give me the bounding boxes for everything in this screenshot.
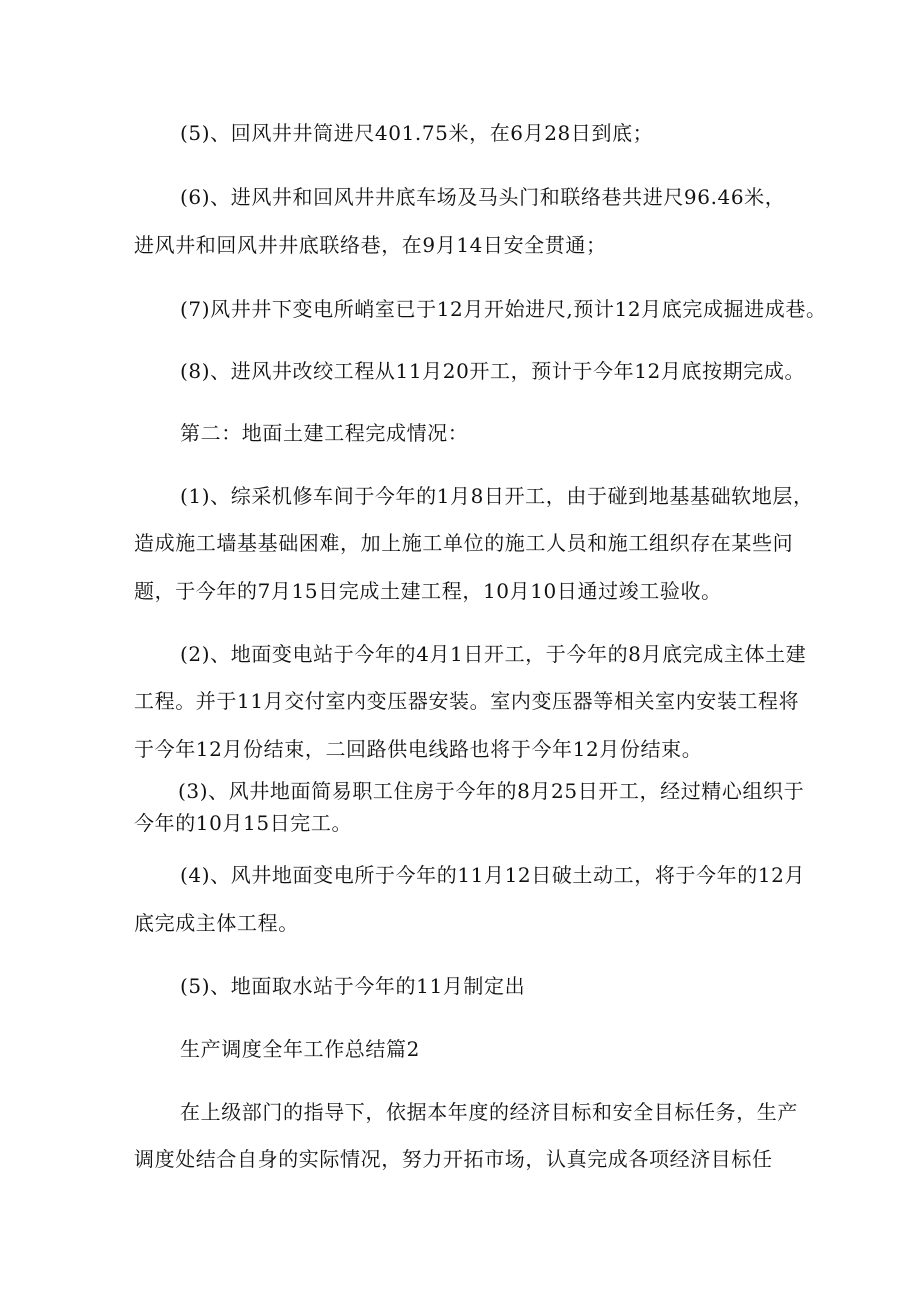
text-line: 于今年12月份结束，二回路供电线路也将于今年12月份结束。 [134,737,703,761]
text-line: (4)、风井地面变电所于今年的11月12日破土动工，将于今年的12月 [180,863,806,887]
text-line: 今年的10月15日完工。 [134,811,353,835]
section-heading: 第二：地面土建工程完成情况： [180,421,469,445]
text-line: 底完成主体工程。 [134,911,299,935]
text-line: (8)、进风井改绞工程从11月20开工，预计于今年12月底按期完成。 [180,359,806,383]
text-line: 调度处结合自身的实际情况，努力开拓市场，认真完成各项经济目标任 [134,1147,773,1171]
text-line: 工程。并于11月交付室内变压器安装。室内变压器等相关室内安装工程将 [134,689,800,713]
text-line: (3)、风井地面简易职工住房于今年的8月25日开工，经过精心组织于 [178,779,805,803]
text-line: (5)、地面取水站于今年的11月制定出 [180,974,526,998]
text-line: (6)、进风井和回风井井底车场及马头门和联络巷共进尺96.46米， [180,185,786,209]
text-line: 造成施工墙基基础困难，加上施工单位的施工人员和施工组织存在某些问 [134,531,794,555]
text-line: (5)、回风井井筒进尺401.75米，在6月28日到底； [180,121,654,145]
section-title: 生产调度全年工作总结篇2 [180,1037,420,1061]
text-line: 进风井和回风井井底联络巷，在9月14日安全贯通； [134,233,607,257]
text-line: 在上级部门的指导下，依据本年度的经济目标和安全目标任务，生产 [180,1100,798,1124]
text-line: (1)、综采机修车间于今年的1月8日开工，由于碰到地基基础软地层， [180,484,814,508]
text-line: (7)风井井下变电所峭室已于12月开始进尺,预计12月底完成掘进成巷。 [180,297,827,321]
text-line: 题，于今年的7月15日完成土建工程，10月10日通过竣工验收。 [134,579,722,603]
text-line: (2)、地面变电站于今年的4月1日开工，于今年的8月底完成主体土建 [180,642,807,666]
